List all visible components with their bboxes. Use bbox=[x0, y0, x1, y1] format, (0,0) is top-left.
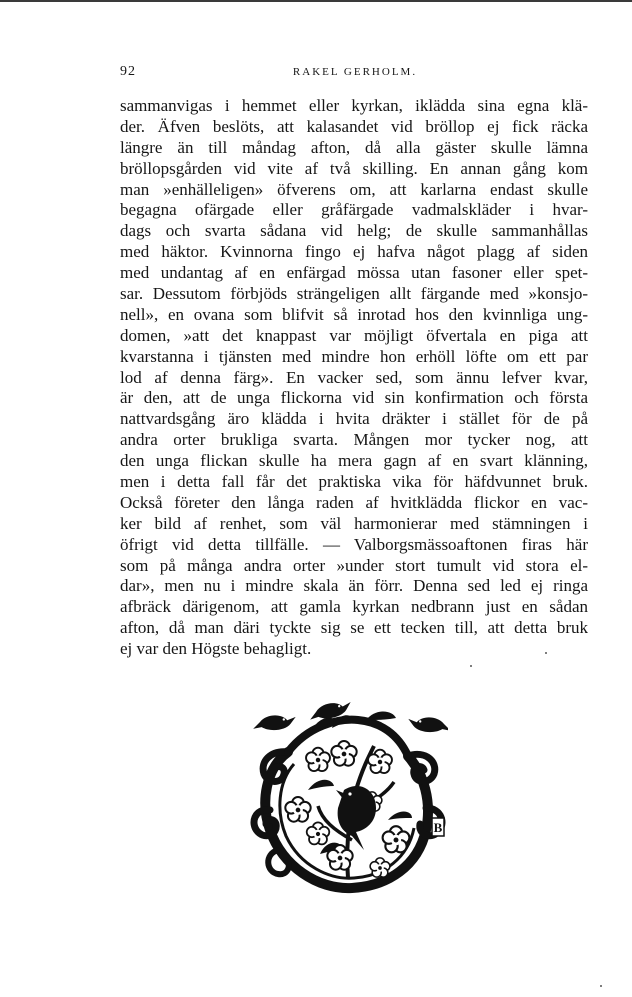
paper-speck bbox=[600, 985, 602, 987]
page-top-rule bbox=[0, 0, 632, 2]
page-header bbox=[120, 64, 590, 84]
text-line-last: ej var den Högste behagligt. bbox=[120, 639, 312, 659]
birds-and-flowers-vignette-icon bbox=[248, 690, 448, 900]
text-line: andra orter brukliga svarta. Mången mor tycker nog, att bbox=[120, 430, 588, 450]
text-line: kvarstanna i tjänsten med mindre hon erhöll löfte om ett par bbox=[120, 346, 588, 366]
text-line: sammanvigas i hemmet eller kyrkan, iklädda sina egna klä- bbox=[120, 96, 588, 115]
text-line: lod af denna färg». En vacker sed, som ännu lefver kvar, bbox=[120, 367, 588, 387]
text-line: dags och svarta sådana vid helg; de skulle sammanhållas bbox=[120, 221, 588, 241]
text-line: som på många andra orter »under stort tumult vid stora el- bbox=[120, 555, 588, 575]
paper-speck bbox=[545, 652, 547, 654]
text-line: är den, att de unga flickorna vid sin konfirmation och första bbox=[120, 388, 588, 408]
monogram-icon bbox=[432, 818, 444, 836]
text-line: med undantag af en enfärgad mössa utan fasoner eller spet- bbox=[120, 263, 588, 283]
text-line: öfrigt vid detta tillfälle. — Valborgsmässoaftonen firas här bbox=[120, 534, 588, 554]
text-line: bröllopsgården vid vite af två skilling. En annan gång kom bbox=[120, 158, 588, 178]
text-line: begagna ofärgade eller gråfärgade vadmalskläder i hvar- bbox=[120, 200, 588, 220]
text-line: längre än till måndag afton, då alla gäster skulle lämna bbox=[120, 137, 588, 157]
text-line: Också företer den långa raden af hvitklädda flickor en vac- bbox=[120, 492, 588, 512]
running-head: RAKEL GERHOLM. bbox=[292, 66, 418, 78]
text-line: den unga flickan skulle ha mera gagn af en svart klänning, bbox=[120, 451, 588, 471]
text-line: dar», men nu i mindre skala än förr. Denna sed led ej ringa bbox=[120, 576, 588, 596]
text-line: domen, »att det knappast var möjligt öfvertala en piga att bbox=[120, 325, 588, 345]
text-line: men i detta fall får det praktiska vika för häfdvunnet bruk. bbox=[120, 472, 588, 492]
body-text bbox=[120, 96, 588, 660]
paper-speck bbox=[470, 665, 472, 667]
vignette-monogram: B bbox=[433, 820, 443, 835]
text-line: sar. Dessutom förbjöds strängeligen allt färgande med »konsjo- bbox=[120, 284, 588, 304]
text-line: nell», en ovana som blifvit så inrotad hos den kvinnliga ung- bbox=[120, 304, 588, 324]
text-line: ker bild af renhet, som väl harmonierar med stämningen i bbox=[120, 513, 588, 533]
text-line: nattvardsgång äro klädda i hvita dräkter i stället för de på bbox=[120, 409, 588, 429]
text-line: med häktor. Kvinnorna fingo ej hafva något plagg af siden bbox=[120, 242, 588, 262]
text-line: afton, då man däri tyckte sig se ett tecken till, att detta bruk bbox=[120, 618, 588, 638]
text-line: afbräck därigenom, att gamla kyrkan nedbrann just en sådan bbox=[120, 597, 588, 617]
text-line: der. Äfven beslöts, att kalasandet vid bröllop ej fick räcka bbox=[120, 116, 588, 136]
text-line: man »enhälleligen» öfverens om, att karlarna endast skulle bbox=[120, 179, 588, 199]
page-number: 92 bbox=[120, 64, 136, 79]
